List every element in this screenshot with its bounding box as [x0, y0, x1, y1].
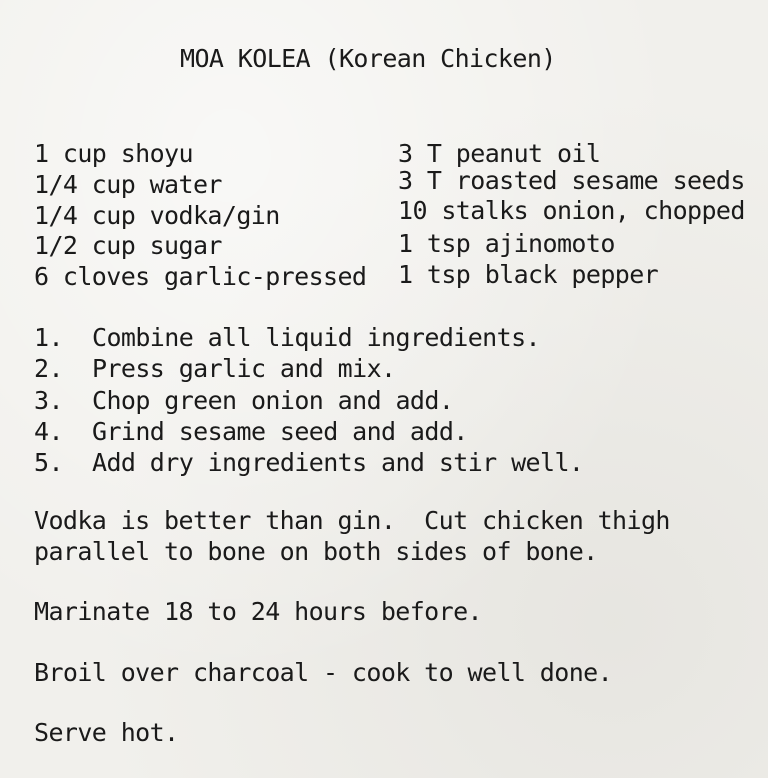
ingredient-right-3: 10 stalks onion, chopped — [398, 196, 745, 225]
step-text: Add dry ingredients and stir well. — [92, 448, 584, 477]
ingredient-right-2: 3 T roasted sesame seeds — [398, 166, 745, 195]
note-line-2: parallel to bone on both sides of bone. — [34, 537, 598, 566]
ingredient-left-1: 1 cup shoyu — [34, 139, 193, 168]
ingredient-left-4: 1/2 cup sugar — [34, 231, 222, 260]
step-number: 3. — [34, 386, 63, 415]
recipe-title: MOA KOLEA (Korean Chicken) — [180, 44, 556, 73]
ingredient-left-3: 1/4 cup vodka/gin — [34, 201, 280, 230]
step-text: Chop green onion and add. — [92, 386, 454, 415]
step-number: 5. — [34, 448, 63, 477]
note-line-1: Vodka is better than gin. Cut chicken thigh — [34, 506, 670, 535]
marinate-instruction: Marinate 18 to 24 hours before. — [34, 597, 482, 626]
ingredient-left-5: 6 cloves garlic-pressed — [34, 262, 367, 291]
ingredient-left-2: 1/4 cup water — [34, 170, 222, 199]
step-number: 2. — [34, 354, 63, 383]
step-text: Press garlic and mix. — [92, 354, 396, 383]
ingredient-right-4: 1 tsp ajinomoto — [398, 229, 615, 258]
step-number: 4. — [34, 417, 63, 446]
ingredient-right-1: 3 T peanut oil — [398, 139, 601, 168]
broil-instruction: Broil over charcoal - cook to well done. — [34, 658, 613, 687]
step-text: Combine all liquid ingredients. — [92, 323, 540, 352]
step-number: 1. — [34, 323, 63, 352]
serve-instruction: Serve hot. — [34, 718, 179, 747]
step-text: Grind sesame seed and add. — [92, 417, 468, 446]
ingredient-right-5: 1 tsp black pepper — [398, 260, 659, 289]
